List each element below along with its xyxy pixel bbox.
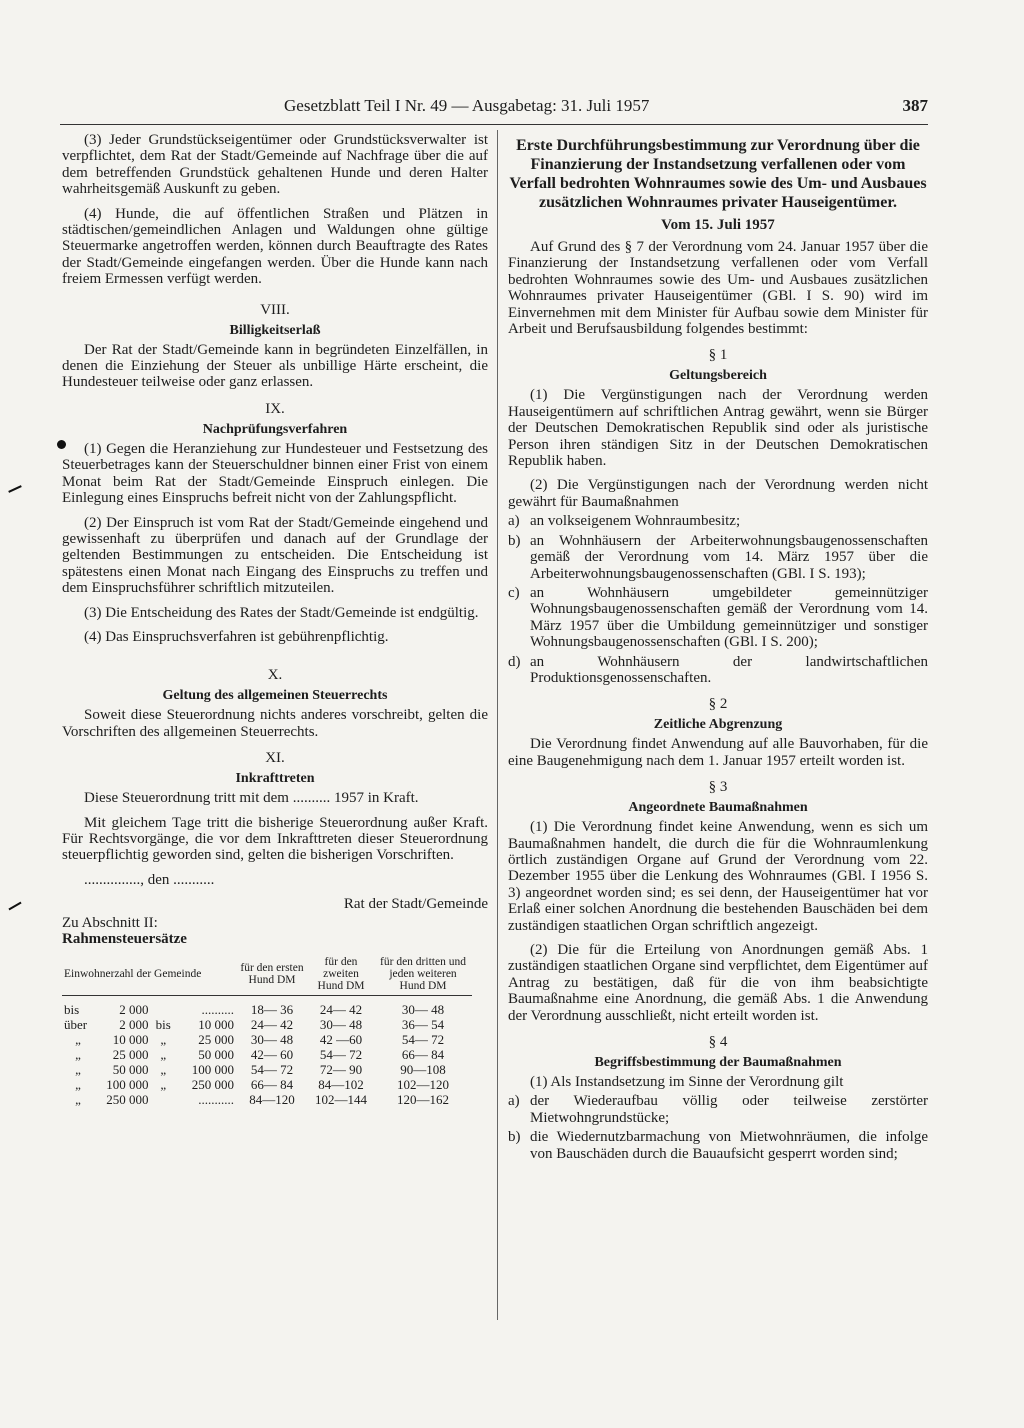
page-header bbox=[60, 94, 928, 125]
list-item-label: c) bbox=[508, 584, 520, 601]
cell-prefix: „ bbox=[75, 1077, 81, 1093]
section-10-number: X. bbox=[267, 667, 283, 684]
section-1-p1: (1) Die Vergünstigungen nach der Verordnung werden Hauseigentümern auf schriftlichen Antrag gewährt, wenn sie Bürger der Deutschen Demokratischen Republik sind oder als juristische Person ihren ständigen Sitz in der Deutschen Demokratischen Republik haben. bbox=[508, 387, 928, 470]
cell-to: .......... bbox=[201, 1002, 234, 1018]
list-item-text: der Wiederaufbau völlig oder teilweise zerstörter Mietwohngrundstücke; bbox=[530, 1093, 928, 1126]
col-header-population: Einwohnerzahl der Gemeinde bbox=[62, 953, 236, 996]
section-2-title: Zeitliche Abgrenzung bbox=[653, 717, 783, 733]
list-item-label: b) bbox=[508, 532, 521, 549]
cell-bis: „ bbox=[160, 1047, 167, 1063]
cell-to: ........... bbox=[198, 1092, 234, 1108]
cell-bis: „ bbox=[160, 1032, 167, 1048]
cell-to: 250 000 bbox=[191, 1077, 234, 1093]
bullet-mark bbox=[57, 440, 66, 449]
list-item-label: a) bbox=[508, 1093, 520, 1110]
cell-bis: „ bbox=[160, 1077, 167, 1093]
table-row bbox=[62, 996, 472, 1018]
cell-first-dog: 84—120 bbox=[249, 1092, 295, 1108]
cell-from: 250 000 bbox=[106, 1092, 149, 1108]
table-row bbox=[62, 1047, 472, 1062]
cell-second-dog: 54— 72 bbox=[319, 1047, 363, 1063]
section-4-p1: (1) Als Instandsetzung im Sinne der Verordnung gilt bbox=[530, 1074, 844, 1091]
table-row bbox=[62, 1092, 472, 1107]
section-4-title: Begriffsbestimmung der Baumaßnahmen bbox=[594, 1055, 842, 1071]
cell-bis: bis bbox=[155, 1017, 171, 1033]
section-11-p2: Mit gleichem Tage tritt die bisherige Steuerordnung außer Kraft. Für Rechtsvorgänge, die vor dem Inkrafttreten dieser Steuerordnung steuerpflichtig geworden sind, gelten die bisherigen Vorschriften. bbox=[62, 814, 488, 864]
cell-second-dog: 72— 90 bbox=[319, 1062, 363, 1078]
cell-from: 2 000 bbox=[119, 1002, 149, 1018]
section-10-title: Geltung des allgemeinen Steuerrechts bbox=[162, 688, 388, 704]
list-item bbox=[508, 585, 928, 651]
section-9-p3: (3) Die Entscheidung des Rates der Stadt/Gemeinde ist endgültig. bbox=[84, 604, 479, 621]
right-column bbox=[508, 134, 928, 1165]
list-item bbox=[508, 1129, 928, 1162]
section-8-number: VIII. bbox=[260, 301, 290, 318]
list-item-text: an Wohnhäusern der Arbeiterwohnungsbaugenossenschaften gemäß der Verordnung vom 14. März 1957 über die Arbeiterwohnungsbaugenossenschaften (GBl. I S. 193); bbox=[530, 532, 928, 582]
cell-second-dog: 102—144 bbox=[315, 1092, 367, 1108]
cell-to: 50 000 bbox=[198, 1047, 234, 1063]
table-row bbox=[62, 1017, 472, 1032]
cell-second-dog: 84—102 bbox=[318, 1077, 364, 1093]
cell-from: 25 000 bbox=[112, 1047, 149, 1063]
cell-second-dog: 30— 48 bbox=[319, 1017, 363, 1033]
cell-further-dog: 102—120 bbox=[397, 1077, 449, 1093]
cell-second-dog: 24— 42 bbox=[319, 1002, 363, 1018]
cell-prefix: „ bbox=[75, 1062, 81, 1078]
place-date-line: ..............., den ........... bbox=[84, 871, 215, 888]
list-item-text: an Wohnhäusern umgebildeter gemeinnütziger Wohnungsbaugenossenschaften gemäß der Verordnung vom 14. März 1957 über die Umbildung gemeinnütziger und sonstiger Wohnungsbaugenossenschaften (GBl. I S. 200); bbox=[530, 584, 928, 651]
margin-tick-mark bbox=[8, 902, 21, 911]
cell-further-dog: 30— 48 bbox=[401, 1002, 445, 1018]
list-item bbox=[508, 533, 928, 582]
cell-first-dog: 18— 36 bbox=[250, 1002, 294, 1018]
cell-prefix: über bbox=[64, 1017, 88, 1033]
list-item-label: d) bbox=[508, 653, 521, 670]
paragraph-3: (3) Jeder Grundstückseigentümer oder Grundstücksverwalter ist verpflichtet, dem Rat der Stadt/Gemeinde auf Nachfrage über die auf dem betreffenden Grundstück gehaltenen Hunde und deren Halter wahrheitsgemäß Auskunft zu geben. bbox=[62, 132, 488, 198]
cell-first-dog: 54— 72 bbox=[250, 1062, 294, 1078]
table-row bbox=[62, 1062, 472, 1077]
col-header-second-dog: für den zweiten Hund DM bbox=[308, 953, 374, 996]
section-11-p1: Diese Steuerordnung tritt mit dem .......... 1957 in Kraft. bbox=[84, 790, 419, 807]
margin-tick-mark bbox=[8, 485, 22, 493]
cell-second-dog: 42 —60 bbox=[319, 1032, 363, 1048]
cell-prefix: „ bbox=[75, 1032, 81, 1048]
left-column bbox=[62, 132, 488, 1107]
section-9-p1: (1) Gegen die Heranziehung zur Hundesteuer und Festsetzung des Steuerbetrages kann der Steuerschuldner binnen einer Frist von einem Monat beim Rat der Stadt/Gemeinde Einspruch einlegen. Die Einlegung eines Einspruchs befreit nicht von der Zahlungspflicht. bbox=[62, 440, 488, 507]
section-8-title: Billigkeitserlaß bbox=[229, 322, 321, 338]
preamble: Auf Grund des § 7 der Verordnung vom 24. Januar 1957 über die Finanzierung der Instandsetzung verfallenen oder vom Verfall bedrohten Wohnraumes sowie des Um- und Ausbaues zusätzlichen Wohnraumes privater Hauseigentümer (GBl. I S. 90) wird im Einvernehmen mit dem Minister für Aufbau sowie dem Minister für Arbeit und Berufsausbildung folgendes bestimmt: bbox=[508, 239, 928, 338]
rates-table bbox=[62, 953, 472, 1107]
paragraph-4: (4) Hunde, die auf öffentlichen Straßen und Plätzen in städtischen/gemeindlichen Anlagen und Waldungen ohne gültige Steuermarke angetroffen werden, können durch Beauftragte des Rates der Stadt/Gemeinde eingefangen werden. Über die Hunde kann nach freiem Ermessen verfügt werden. bbox=[62, 205, 488, 288]
cell-prefix: bis bbox=[64, 1002, 80, 1018]
page-number: 387 bbox=[902, 96, 928, 115]
section-2-text: Die Verordnung findet Anwendung auf alle Bauvorhaben, für die eine Baugenehmigung nach dem 1. Januar 1957 erteilt worden ist. bbox=[508, 736, 928, 769]
cell-further-dog: 54— 72 bbox=[401, 1032, 445, 1048]
section-8-text: Der Rat der Stadt/Gemeinde kann in begründeten Einzelfällen, in denen die Einziehung der Steuer als unbillige Härte erscheint, die Hundesteuer teilweise oder ganz erlassen. bbox=[62, 341, 488, 391]
list-item-text: an volkseigenem Wohnraumbesitz; bbox=[530, 513, 741, 530]
cell-bis bbox=[151, 1092, 176, 1107]
cell-further-dog: 66— 84 bbox=[401, 1047, 445, 1063]
section-1-p2: (2) Die Vergünstigungen nach der Verordnung werden nicht gewährt für Baumaßnahmen bbox=[508, 477, 928, 510]
header-title: Gesetzblatt Teil I Nr. 49 — Ausgabetag: 31. Juli 1957 bbox=[284, 96, 650, 115]
col-header-first-dog: für den ersten Hund DM bbox=[236, 953, 308, 996]
rates-table-header bbox=[62, 953, 472, 996]
cell-first-dog: 24— 42 bbox=[250, 1017, 294, 1033]
list-item bbox=[508, 513, 928, 529]
cell-to: 100 000 bbox=[191, 1062, 234, 1078]
section-2-number: § 2 bbox=[708, 696, 728, 713]
section-11-number: XI. bbox=[265, 750, 285, 767]
list-item-text: die Wiedernutzbarmachung von Mietwohnräumen, die infolge von Bauschäden durch die Bauaufsicht gesperrt worden sind; bbox=[530, 1129, 928, 1162]
annex-title: Rahmensteuersätze bbox=[62, 931, 187, 947]
section-3-title: Angeordnete Baumaßnahmen bbox=[628, 800, 808, 816]
cell-first-dog: 66— 84 bbox=[250, 1077, 294, 1093]
list-item bbox=[508, 654, 928, 687]
section-10-text: Soweit diese Steuerordnung nichts anderes vorschreibt, gelten die Vorschriften des allgemeinen Steuerrechts. bbox=[62, 707, 488, 740]
col-header-further-dog: für den dritten und jeden weiteren Hund DM bbox=[374, 953, 472, 996]
cell-bis bbox=[151, 996, 176, 1018]
section-9-p4: (4) Das Einspruchsverfahren ist gebührenpflichtig. bbox=[84, 628, 389, 645]
cell-further-dog: 120—162 bbox=[397, 1092, 449, 1108]
section-9-title: Nachprüfungsverfahren bbox=[202, 421, 348, 437]
table-row bbox=[62, 1077, 472, 1092]
ordinance-title: Erste Durchführungsbestimmung zur Verordnung über die Finanzierung der Instandsetzung verfallenen oder vom Verfall bedrohten Wohnraumes sowie des Um- und Ausbaues zusätzlichen Wohnraumes privater Hauseigentümer. bbox=[509, 137, 927, 211]
cell-prefix: „ bbox=[75, 1092, 81, 1108]
section-3-p2: (2) Die für die Erteilung von Anordnungen gemäß Abs. 1 zuständigen staatlichen Organe sind verpflichtet, dem Eigentümer auf Antrag zu bestätigen, daß für die von ihm beabsichtigte Baumaßnahme eine Anordnung, die gemäß Abs. 1 die Anwendung der Verordnung ausschließt, nicht erteilt worden ist. bbox=[508, 942, 928, 1024]
cell-further-dog: 36— 54 bbox=[401, 1017, 445, 1033]
cell-first-dog: 30— 48 bbox=[250, 1032, 294, 1048]
cell-from: 100 000 bbox=[106, 1077, 149, 1093]
annex-reference: Zu Abschnitt II: bbox=[62, 914, 158, 931]
section-11-title: Inkrafttreten bbox=[235, 771, 315, 787]
cell-further-dog: 90—108 bbox=[400, 1062, 446, 1078]
cell-from: 10 000 bbox=[112, 1032, 149, 1048]
section-9-p2: (2) Der Einspruch ist vom Rat der Stadt/Gemeinde eingehend und gewissenhaft zu überprüfen und danach auf der Grundlage der geltenden Bestimmungen zu entscheiden. Die Entscheidung ist spätestens einen Monat nach Eingang des Einspruchs zu treffen und dem Einspruchsführer schriftlich mitzuteilen. bbox=[62, 514, 488, 597]
list-item-text: an Wohnhäusern der landwirtschaftlichen Produktionsgenossenschaften. bbox=[530, 653, 928, 686]
cell-from: 50 000 bbox=[112, 1062, 149, 1078]
cell-from: 2 000 bbox=[119, 1017, 149, 1033]
section-3-number: § 3 bbox=[708, 779, 728, 796]
cell-first-dog: 42— 60 bbox=[250, 1047, 294, 1063]
section-3-p1: (1) Die Verordnung findet keine Anwendung, wenn es sich um Baumaßnahmen handelt, die durch die für die Wohnraumlenkung örtlich zuständigen Organe auf Grund der Verordnung vom 22. Dezember 1955 über die Lenkung des Wohnraumes (GBl. I 1956 S. 3) angeordnet worden sind; es sei denn, der Hauseigentümer hat vor Erlaß einer solchen Anordnung die bestehenden Bauschäden bei dem zuständigen staatlichen Organ schriftlich angezeigt. bbox=[508, 819, 928, 934]
table-row bbox=[62, 1032, 472, 1047]
cell-bis: „ bbox=[160, 1062, 167, 1078]
cell-to: 25 000 bbox=[198, 1032, 234, 1048]
section-1-title: Geltungsbereich bbox=[669, 368, 767, 384]
section-9-number: IX. bbox=[265, 400, 285, 417]
list-item-label: a) bbox=[508, 513, 520, 530]
cell-prefix: „ bbox=[75, 1047, 81, 1063]
list-item bbox=[508, 1093, 928, 1126]
list-item-label: b) bbox=[508, 1129, 521, 1146]
cell-to: 10 000 bbox=[198, 1017, 234, 1033]
section-1-number: § 1 bbox=[708, 347, 728, 364]
section-4-number: § 4 bbox=[708, 1034, 728, 1051]
signature: Rat der Stadt/Gemeinde bbox=[343, 896, 488, 913]
column-divider bbox=[497, 130, 498, 1320]
ordinance-date: Vom 15. Juli 1957 bbox=[661, 217, 775, 233]
